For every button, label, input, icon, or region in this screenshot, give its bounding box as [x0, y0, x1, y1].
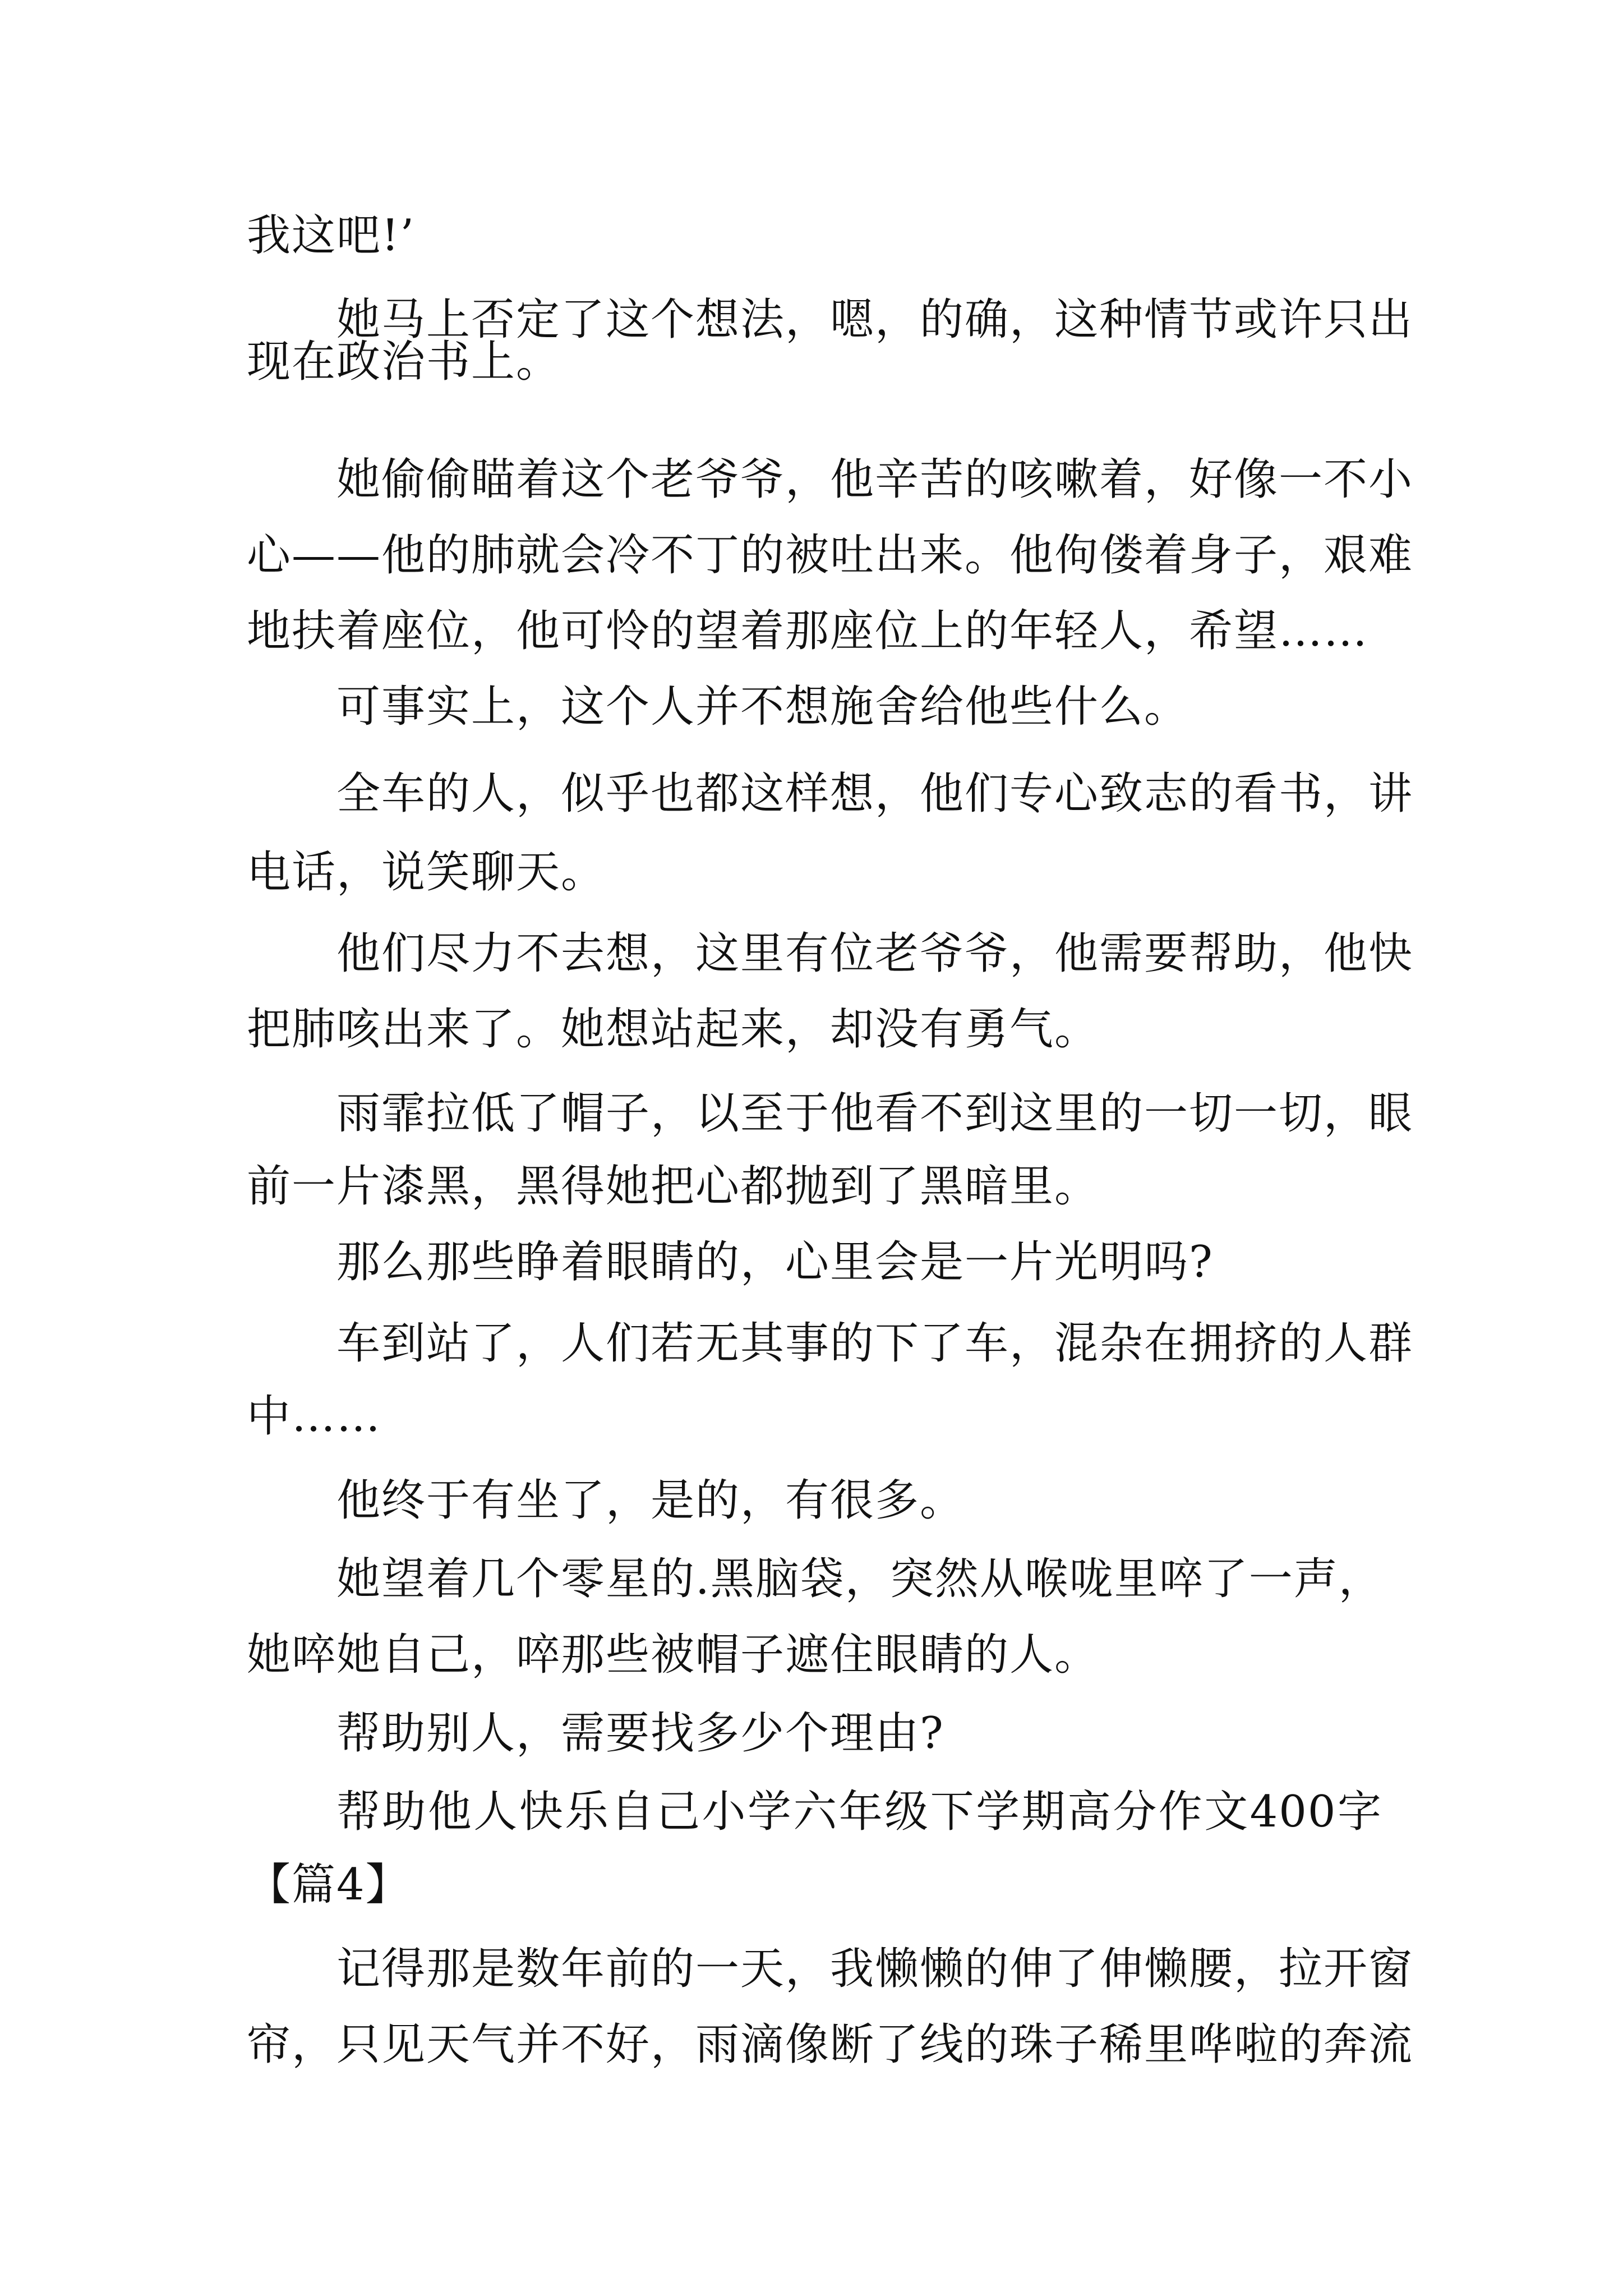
text-line: 可事实上，这个人并不想施舍给他些什么。	[336, 682, 1189, 732]
text-line: 他终于有坐了，是的，有很多。	[336, 1475, 965, 1526]
text-line: 地扶着座位，他可怜的望着那座位上的年轻人，希望……	[247, 606, 1369, 656]
text-line: 车到站了，人们若无其事的下了车，混杂在拥挤的人群	[336, 1318, 1414, 1369]
text-line: 她偷偷瞄着这个老爷爷，他辛苦的咳嗽着，好像一不小	[336, 454, 1414, 505]
text-line: 帮助他人快乐自己小学六年级下学期高分作文400字	[336, 1787, 1382, 1837]
text-line: 帘，只见天气并不好，雨滴像断了线的珠子稀里哗啦的奔流	[247, 2019, 1414, 2070]
text-line: 心——他的肺就会冷不丁的被吐出来。他佝偻着身子，艰难	[247, 530, 1414, 581]
text-line: 中……	[247, 1391, 382, 1442]
text-line: 雨霏拉低了帽子，以至于他看不到这里的一切一切，眼	[336, 1088, 1414, 1139]
text-line: 前一片漆黑，黑得她把心都抛到了黑暗里。	[247, 1161, 1100, 1212]
text-line: 现在政治书上。	[247, 337, 561, 387]
text-line: 他们尽力不去想，这里有位老爷爷，他需要帮助，他快	[336, 928, 1414, 979]
text-line: 把肺咳出来了。她想站起来，却没有勇气。	[247, 1004, 1100, 1055]
text-line: 那么那些睁着眼睛的，心里会是一片光明吗?	[336, 1237, 1214, 1287]
text-line: 她望着几个零星的.黑脑袋，突然从喉咙里啐了一声，	[336, 1554, 1384, 1604]
text-line: 我这吧!’	[247, 210, 416, 261]
text-line: 全车的人，似乎也都这样想，他们专心致志的看书，讲	[336, 769, 1414, 819]
text-line: 她马上否定了这个想法，嗯，的确，这种情节或许只出	[336, 295, 1414, 345]
text-line: 电话，说笑聊天。	[247, 847, 606, 898]
text-line: 帮助别人，需要找多少个理由?	[336, 1708, 944, 1759]
text-line: 她啐她自己，啐那些被帽子遮住眼睛的人。	[247, 1630, 1100, 1680]
text-line: 记得那是数年前的一天，我懒懒的伸了伸懒腰，拉开窗	[336, 1944, 1414, 1994]
text-line: 【篇4】	[247, 1860, 411, 1910]
